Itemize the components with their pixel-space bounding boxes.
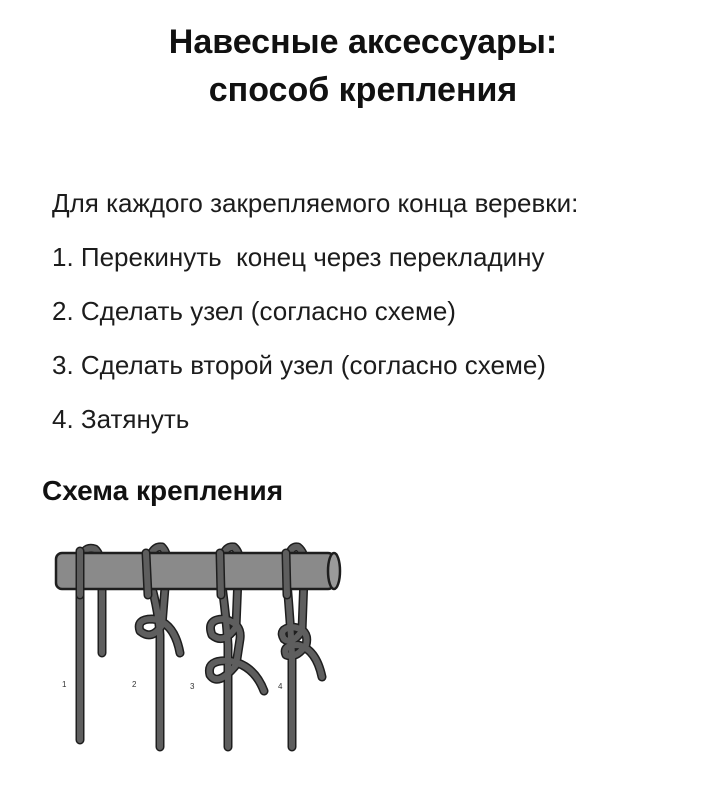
- instructions-intro: Для каждого закрепляемого конца веревки:: [52, 188, 579, 218]
- instruction-step-3: 3. Сделать второй узел (согласно схеме): [52, 350, 546, 380]
- knot-diagram-svg: [40, 535, 350, 755]
- instruction-step-2: 2. Сделать узел (согласно схеме): [52, 296, 456, 326]
- rod: [56, 553, 340, 589]
- instructions-block: [52, 176, 712, 446]
- step-number-2: 2: [132, 680, 137, 689]
- instruction-step-4: 4. Затянуть: [52, 404, 190, 434]
- instruction-step-1: 1. Перекинуть конец через перекладину: [52, 242, 545, 272]
- page-title-line-1: Навесные аксессуары:: [168, 23, 558, 61]
- step-number-3: 3: [190, 682, 195, 691]
- step-number-1: 1: [62, 680, 67, 689]
- page-title-line-2: способ крепления: [208, 71, 518, 109]
- knot-diagram: [40, 535, 350, 755]
- page-title: [0, 18, 726, 114]
- step-number-4: 4: [278, 682, 283, 691]
- scheme-title: Схема крепления: [42, 475, 284, 506]
